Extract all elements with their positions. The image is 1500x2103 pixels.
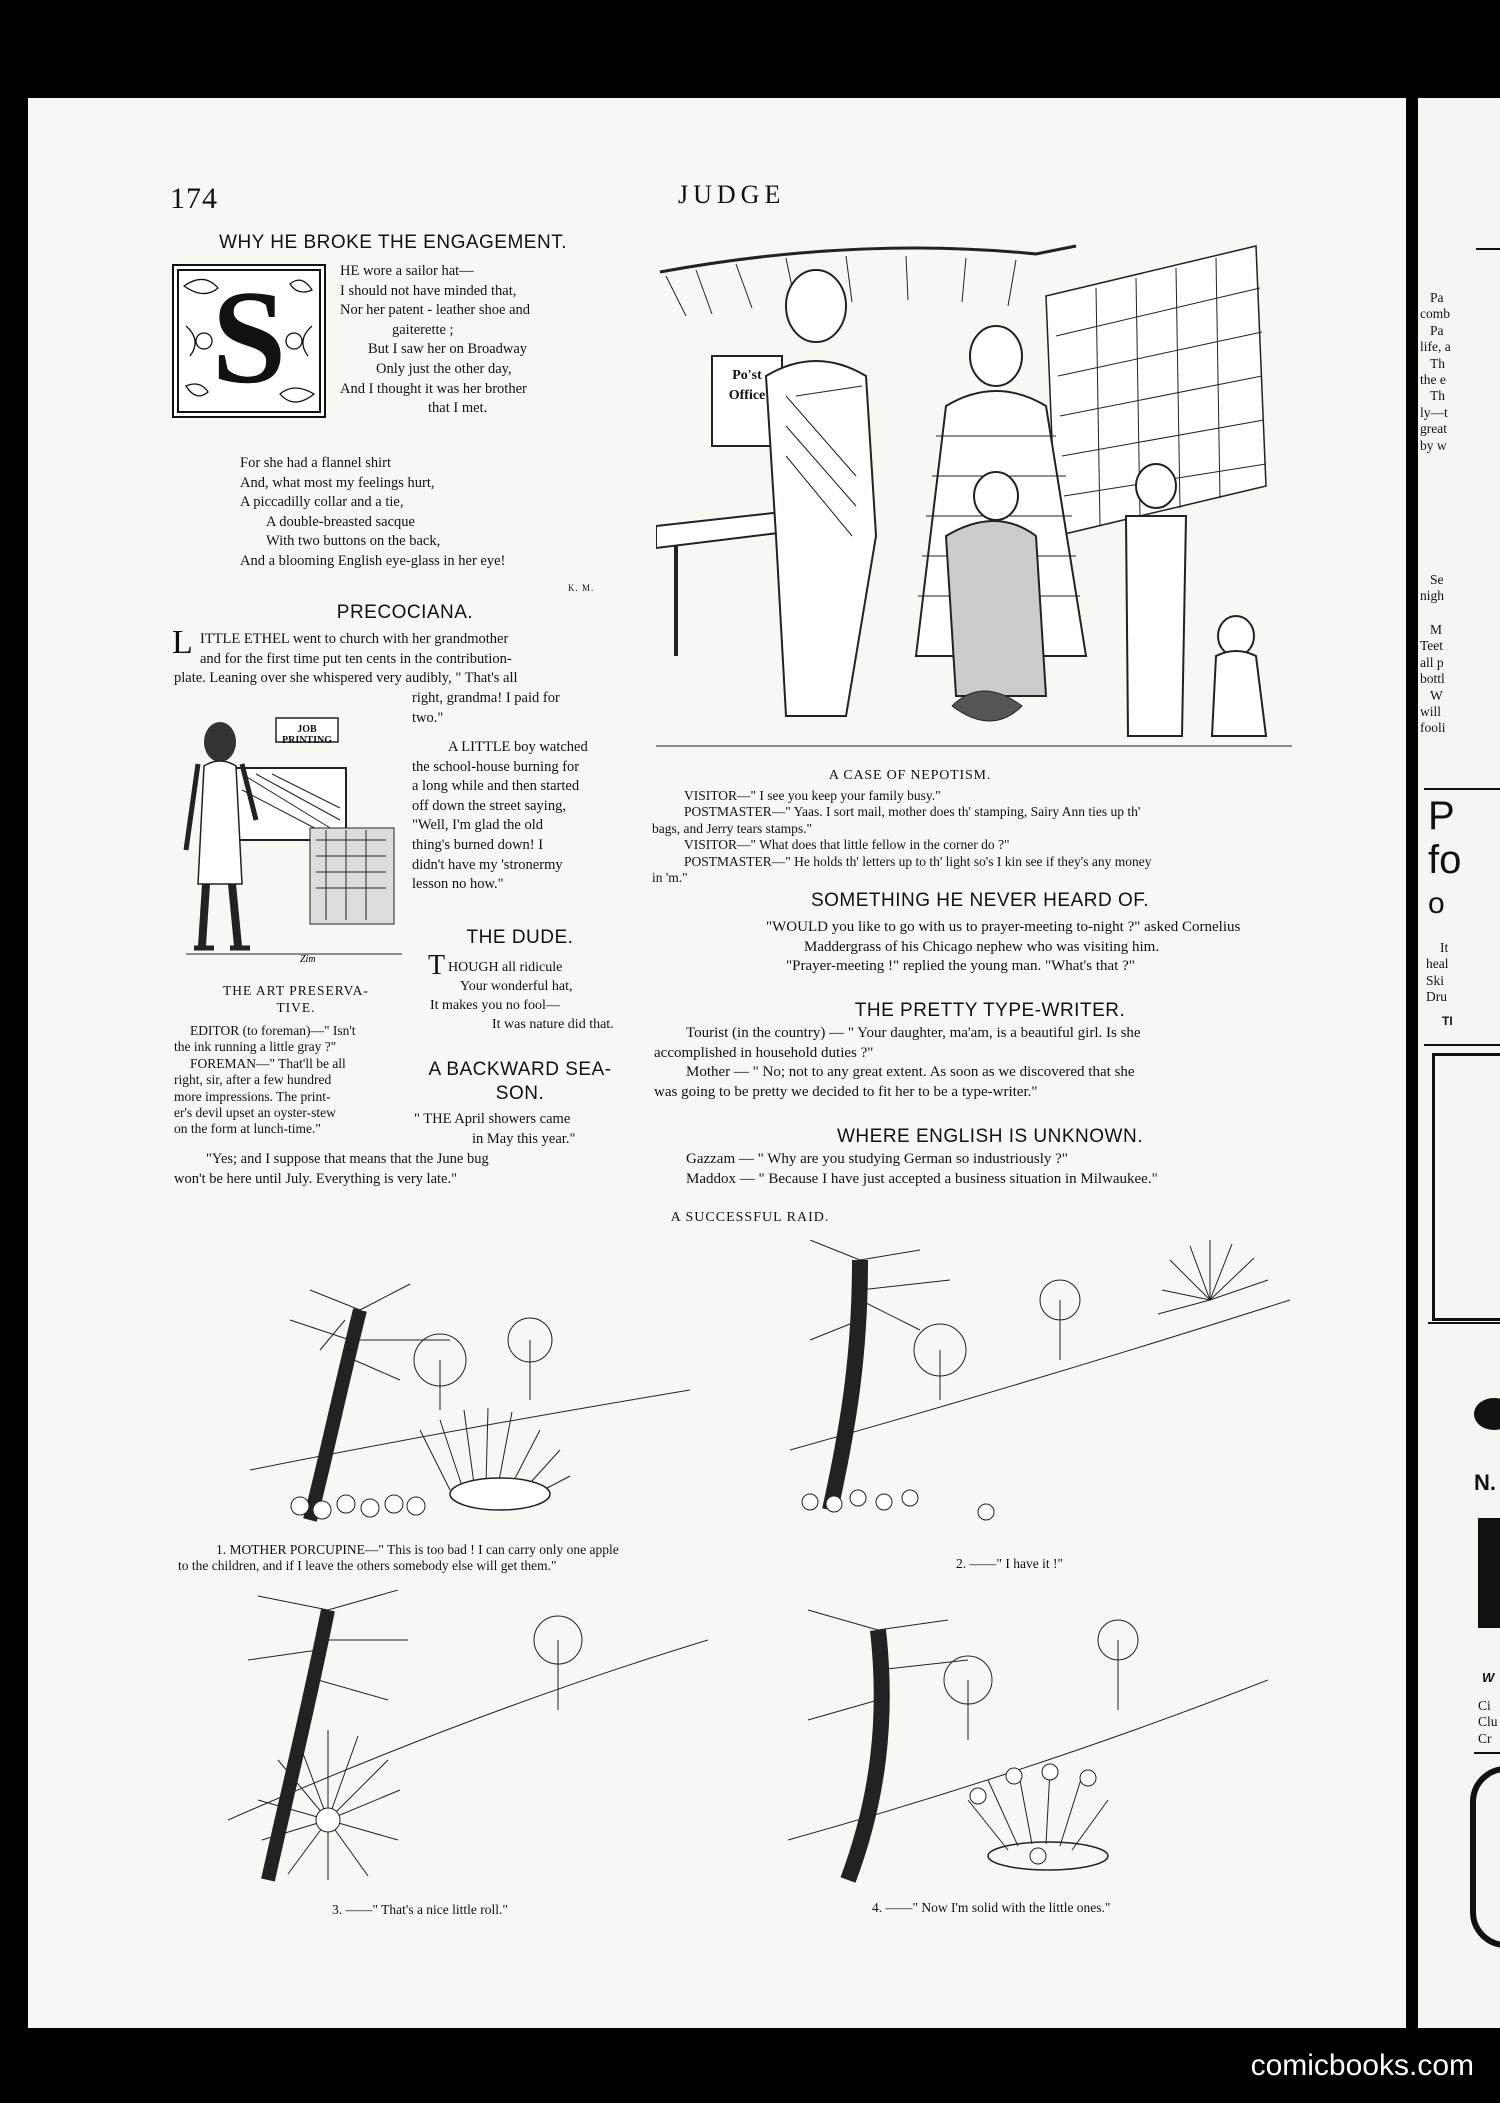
caption-line: THE ART PRESERVA- — [223, 983, 369, 998]
raid-title: A SUCCESSFUL RAID. — [670, 1210, 830, 1225]
poem-line: A piccadilly collar and a tie, — [240, 494, 404, 511]
fragment: Th — [1430, 355, 1445, 371]
nepotism-dialogue — [652, 788, 1302, 886]
poem-stanza-1 — [340, 262, 630, 419]
typewriter-line: was going to be pretty we decided to fit her to be a type-writer." — [654, 1083, 1038, 1100]
dialogue-line: in 'm." — [652, 870, 688, 886]
raid-panel-1 — [250, 1280, 690, 1530]
dialogue-line: POSTMASTER—" Yaas. I sort mail, mother does th' stamping, Sairy Ann ties up th' — [684, 804, 1141, 820]
dialogue-line: VISITOR—" I see you keep your family busy." — [684, 788, 941, 803]
fragment: Ski — [1426, 972, 1445, 988]
fragment: M — [1430, 622, 1443, 637]
never-heard-line: Maddergrass of his Chicago nephew who was visiting him. — [804, 938, 1160, 955]
precociana-line: and for the first time put ten cents in the contribution- — [200, 650, 512, 667]
poem-line: And, what most my feelings hurt, — [240, 474, 435, 491]
fragment: Dru — [1426, 989, 1447, 1005]
fragment: Clu — [1478, 1714, 1498, 1730]
precociana-line: off down the street saying, — [412, 797, 566, 814]
fragment: o — [1428, 887, 1445, 920]
fragment: Pa — [1430, 290, 1444, 305]
fragment: the e — [1420, 372, 1446, 388]
fragment: will — [1420, 704, 1442, 720]
art-preservative-dialogue — [174, 1023, 402, 1138]
caption-line: to the children, and if I leave the others somebody else will get them." — [178, 1558, 557, 1573]
fragment: bottl — [1420, 671, 1445, 687]
precociana-line: lesson no how." — [412, 876, 504, 893]
sign-line: Po'st — [732, 368, 762, 383]
precociana-line: a long while and then started — [412, 778, 580, 795]
typewriter-line: Mother — " No; not to any great extent. As soon as we discovered that she — [686, 1064, 1135, 1081]
precociana-line: didn't have my 'stronermy — [412, 856, 563, 873]
fragment: life, a — [1420, 339, 1451, 355]
precociana-line: thing's burned down! I — [412, 836, 544, 853]
fragment: It — [1440, 940, 1449, 955]
rule — [1474, 1752, 1500, 1754]
ad-bottle — [1470, 1766, 1500, 1948]
dude-drop-cap: T — [428, 950, 446, 981]
fragment: W — [1430, 687, 1443, 703]
poem-line: And I thought it was her brother — [340, 380, 527, 397]
backward-line: " THE April showers came — [414, 1111, 571, 1127]
raid-panel-4 — [788, 1600, 1268, 1890]
post-office-sign — [714, 366, 780, 406]
backward-line: in May this year." — [472, 1130, 576, 1147]
typewriter-text — [654, 1024, 1304, 1102]
ad-headline — [1428, 794, 1461, 926]
adjacent-text-2 — [1420, 572, 1500, 605]
art-preservative-illustration — [176, 700, 408, 968]
poem-signature: K. M. — [568, 583, 595, 593]
poem-line: Only just the other day, — [376, 360, 512, 377]
caption-line: TIVE. — [276, 1000, 316, 1015]
precociana-title: PRECOCIANA. — [336, 602, 474, 623]
fragment: P — [1428, 794, 1455, 838]
precociana-line: plate. Leaning over she whispered very audibly, " That's all — [174, 670, 518, 686]
nepotism-caption: A CASE OF NEPOTISM. — [828, 768, 992, 783]
backward-line: won't be here until July. Everything is very late." — [174, 1170, 458, 1187]
english-line: Maddox — " Because I have just accepted a business situation in Milwaukee." — [686, 1170, 1158, 1187]
dude-line: HOUGH all ridicule — [448, 960, 563, 975]
masthead: JUDGE — [678, 180, 786, 209]
dude-poem — [430, 958, 630, 1034]
precociana-line: "Well, I'm glad the old — [412, 817, 543, 834]
fragment: W — [1482, 1670, 1495, 1685]
never-heard-text — [766, 918, 1306, 977]
caption-line: 1. MOTHER PORCUPINE—" This is too bad ! I can carry only one apple — [216, 1542, 619, 1557]
sign-line: Office — [728, 388, 766, 403]
drop-cap-letter: S — [211, 263, 287, 411]
dialogue-line: on the form at lunch-time." — [174, 1121, 321, 1137]
english-text — [686, 1150, 1306, 1189]
dialogue-line: POSTMASTER—" He holds th' letters up to th' light so's I kin see if they's any money — [684, 853, 1152, 869]
black-bar — [1478, 1518, 1500, 1628]
poem-line: I should not have minded that, — [340, 282, 517, 299]
poem-line: With two buttons on the back, — [266, 533, 441, 550]
rule — [1476, 248, 1500, 250]
fragment: Se — [1430, 572, 1444, 587]
raid-panel-3 — [228, 1590, 708, 1890]
fragment: nigh — [1420, 588, 1445, 604]
fragment: Th — [1430, 388, 1445, 404]
fragment: Ci — [1478, 1698, 1491, 1713]
poem-line: Nor her patent - leather shoe and — [340, 302, 531, 319]
precociana-drop-cap: L — [172, 624, 193, 661]
fragment: comb — [1420, 306, 1450, 322]
precociana-line: the school-house burning for — [412, 758, 580, 775]
precociana-line: ITTLE ETHEL went to church with her grandmother — [200, 631, 509, 647]
typewriter-title: THE PRETTY TYPE-WRITER. — [854, 1000, 1126, 1021]
backward-title-line: A BACKWARD SEA- — [428, 1059, 612, 1080]
precociana-line: A LITTLE boy watched — [448, 739, 588, 755]
fragment: TI — [1442, 1014, 1453, 1028]
fragment: ly—t — [1420, 404, 1448, 420]
watermark: comicbooks.com — [1250, 2049, 1474, 2082]
dialogue-line: right, sir, after a few hundred — [174, 1072, 332, 1088]
backward-line: "Yes; and I suppose that means that the June bug — [206, 1151, 489, 1167]
poem-line: HE wore a sailor hat— — [340, 263, 474, 279]
english-line: Gazzam — " Why are you studying German so industriously ?" — [686, 1151, 1068, 1167]
fragment: Cr — [1478, 1730, 1492, 1746]
typewriter-line: Tourist (in the country) — " Your daughter, ma'am, is a beautiful girl. Is she — [686, 1025, 1141, 1041]
raid-caption-2: 2. ——" I have it !" — [956, 1556, 1063, 1571]
art-preservative-caption — [184, 982, 408, 1016]
never-heard-title: SOMETHING HE NEVER HEARD OF. — [810, 890, 1150, 911]
raid-caption-4: 4. ——" Now I'm solid with the little ones." — [872, 1900, 1111, 1915]
precociana-para-1c — [412, 689, 632, 728]
dude-line: Your wonderful hat, — [460, 979, 573, 994]
fragment: great — [1420, 421, 1447, 437]
precociana-para-2 — [412, 738, 632, 895]
typewriter-line: accomplished in household duties ?" — [654, 1044, 874, 1061]
poem-line: For she had a flannel shirt — [240, 455, 392, 471]
adjacent-text-4 — [1426, 940, 1500, 1006]
nepotism-illustration — [656, 236, 1292, 754]
black-oval — [1474, 1398, 1500, 1430]
poem-title: WHY HE BROKE THE ENGAGEMENT. — [219, 232, 567, 253]
rule — [1424, 788, 1500, 790]
precociana-line: right, grandma! I paid for — [412, 690, 560, 706]
artist-signature: Zim — [300, 954, 316, 965]
fragment: Teet — [1420, 638, 1444, 654]
precociana-para-1b — [174, 669, 634, 689]
never-heard-line: "WOULD you like to go with us to prayer-meeting to-night ?" asked Cornelius — [766, 919, 1241, 935]
dialogue-line: VISITOR—" What does that little fellow in the corner do ?" — [684, 837, 1010, 853]
never-heard-line: "Prayer-meeting !" replied the young man. "What's that ?" — [786, 958, 1135, 975]
fragment: by w — [1420, 437, 1447, 453]
fragment: fo — [1428, 838, 1462, 882]
fragment: fooli — [1420, 720, 1446, 736]
raid-caption-1 — [178, 1542, 738, 1574]
poem-stanza-2 — [240, 454, 630, 572]
poem-line: But I saw her on Broadway — [368, 341, 528, 358]
dude-title: THE DUDE. — [466, 927, 574, 948]
drop-cap-s — [172, 264, 326, 418]
raid-caption-3: 3. ——" That's a nice little roll." — [332, 1902, 508, 1917]
fragment: N. — [1474, 1470, 1496, 1495]
dude-line: It was nature did that. — [492, 1017, 614, 1032]
precociana-line: two." — [412, 709, 444, 726]
backward-text — [414, 1110, 634, 1149]
fragment: heal — [1426, 956, 1449, 972]
backward-title-line: SON. — [495, 1083, 545, 1104]
dialogue-line: more impressions. The print- — [174, 1088, 331, 1104]
adjacent-text-3 — [1420, 622, 1500, 737]
backward-reply — [174, 1150, 634, 1189]
rule — [1424, 1044, 1500, 1046]
fragment: all p — [1420, 654, 1444, 670]
dialogue-line: FOREMAN—" That'll be all — [190, 1055, 346, 1071]
dude-line: It makes you no fool— — [430, 998, 560, 1013]
dialogue-line: bags, and Jerry tears stamps." — [652, 820, 812, 836]
adjacent-page — [1418, 98, 1500, 2028]
poem-line: And a blooming English eye-glass in her eye! — [240, 552, 506, 569]
rule — [1428, 1322, 1500, 1324]
dialogue-line: er's devil upset an oyster-stew — [174, 1105, 336, 1121]
backward-title — [414, 1058, 626, 1106]
precociana-para-1 — [200, 630, 630, 669]
page-number: 174 — [170, 182, 218, 215]
dialogue-line: the ink running a little gray ?" — [174, 1039, 337, 1055]
poem-line: A double-breasted sacque — [266, 513, 415, 530]
poem-line: gaiterette ; — [392, 321, 454, 338]
raid-panel-2 — [790, 1240, 1290, 1530]
ad-box — [1432, 1053, 1500, 1321]
job-printing-sign: JOB PRINTING — [281, 724, 332, 746]
english-title: WHERE ENGLISH IS UNKNOWN. — [837, 1126, 1143, 1147]
fragment: Pa — [1430, 322, 1444, 338]
adjacent-text-5 — [1478, 1698, 1500, 1747]
poem-line: that I met. — [428, 400, 488, 417]
adjacent-text-1 — [1420, 290, 1500, 454]
dialogue-line: EDITOR (to foreman)—" Isn't — [190, 1023, 356, 1038]
